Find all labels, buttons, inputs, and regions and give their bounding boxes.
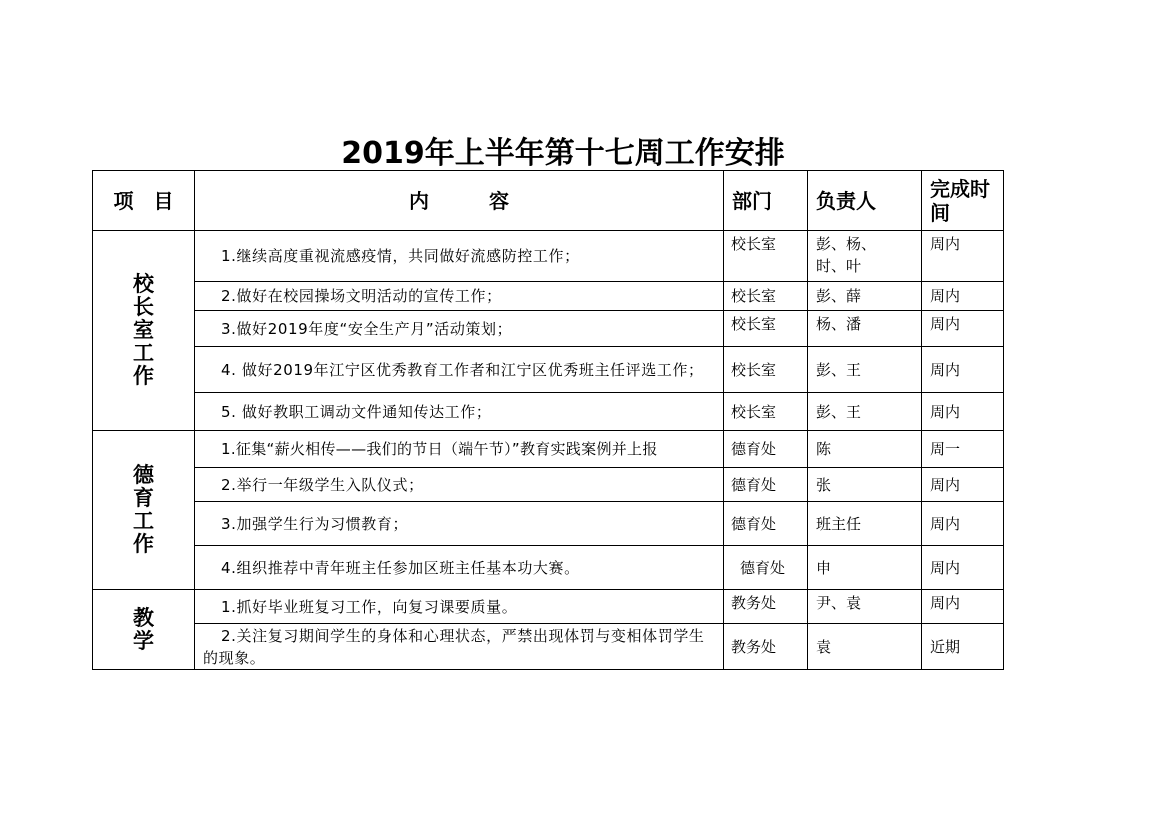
row-dept: 德育处 — [724, 431, 808, 468]
table-row — [93, 431, 1004, 468]
row-owner: 彭、王 — [808, 393, 922, 431]
header-item: 项 目 — [93, 171, 195, 231]
row-time: 周内 — [922, 590, 1004, 624]
header-dept: 部门 — [724, 171, 808, 231]
row-owner: 尹、袁 — [808, 590, 922, 624]
row-dept: 校长室 — [724, 231, 808, 282]
table-row — [93, 282, 1004, 311]
header-time: 完成时间 — [922, 171, 1004, 231]
row-time: 周内 — [922, 393, 1004, 431]
row-dept: 校长室 — [724, 393, 808, 431]
row-owner: 袁 — [808, 624, 922, 670]
row-owner: 张 — [808, 468, 922, 502]
row-owner: 申 — [808, 546, 922, 590]
header-row — [93, 171, 1004, 231]
row-time: 近期 — [922, 624, 1004, 670]
table-row — [93, 393, 1004, 431]
row-content: 2.做好在校园操场文明活动的宣传工作； — [195, 282, 724, 311]
row-dept: 教务处 — [724, 624, 808, 670]
row-owner: 陈 — [808, 431, 922, 468]
row-dept: 德育处 — [724, 468, 808, 502]
header-content: 内容 — [195, 171, 724, 231]
row-content: 1.征集“薪火相传——我们的节日（端午节）”教育实践案例并上报 — [195, 431, 724, 468]
row-time: 周内 — [922, 311, 1004, 347]
row-content: 4.组织推荐中青年班主任参加区班主任基本功大赛。 — [195, 546, 724, 590]
row-content: 5. 做好教职工调动文件通知传达工作； — [195, 393, 724, 431]
row-content: 3.做好2019年度“安全生产月”活动策划； — [195, 311, 724, 347]
category-teaching: 教 学 — [93, 590, 195, 670]
row-owner: 彭、薛 — [808, 282, 922, 311]
row-owner: 班主任 — [808, 502, 922, 546]
row-time: 周内 — [922, 347, 1004, 393]
row-content: 4. 做好2019年江宁区优秀教育工作者和江宁区优秀班主任评选工作； — [195, 347, 724, 393]
row-owner: 彭、杨、时、叶 — [808, 231, 922, 282]
table-row — [93, 231, 1004, 282]
table-row — [93, 546, 1004, 590]
row-owner: 彭、王 — [808, 347, 922, 393]
row-dept: 德育处 — [724, 546, 808, 590]
row-dept: 教务处 — [724, 590, 808, 624]
schedule-table — [92, 170, 1004, 670]
row-time: 周内 — [922, 468, 1004, 502]
row-time: 周内 — [922, 231, 1004, 282]
category-principal-office: 校 长 室 工 作 — [93, 231, 195, 431]
row-content: 1.继续高度重视流感疫情，共同做好流感防控工作； — [195, 231, 724, 282]
table-row — [93, 502, 1004, 546]
table-row — [93, 311, 1004, 347]
row-time: 周内 — [922, 502, 1004, 546]
row-content: 2.举行一年级学生入队仪式； — [195, 468, 724, 502]
page-title: 2019年上半年第十七周工作安排 — [341, 136, 785, 171]
row-content: 2.关注复习期间学生的身体和心理状态，严禁出现体罚与变相体罚学生的现象。 — [195, 624, 724, 670]
table-row — [93, 347, 1004, 393]
row-dept: 德育处 — [724, 502, 808, 546]
table-row — [93, 624, 1004, 670]
row-owner: 杨、潘 — [808, 311, 922, 347]
row-content: 1.抓好毕业班复习工作，向复习课要质量。 — [195, 590, 724, 624]
row-time: 周内 — [922, 546, 1004, 590]
row-time: 周一 — [922, 431, 1004, 468]
row-time: 周内 — [922, 282, 1004, 311]
table-row — [93, 590, 1004, 624]
row-dept: 校长室 — [724, 282, 808, 311]
row-dept: 校长室 — [724, 347, 808, 393]
category-moral-education: 德 育 工 作 — [93, 431, 195, 590]
row-content: 3.加强学生行为习惯教育； — [195, 502, 724, 546]
table-row — [93, 468, 1004, 502]
row-dept: 校长室 — [724, 311, 808, 347]
header-owner: 负责人 — [808, 171, 922, 231]
